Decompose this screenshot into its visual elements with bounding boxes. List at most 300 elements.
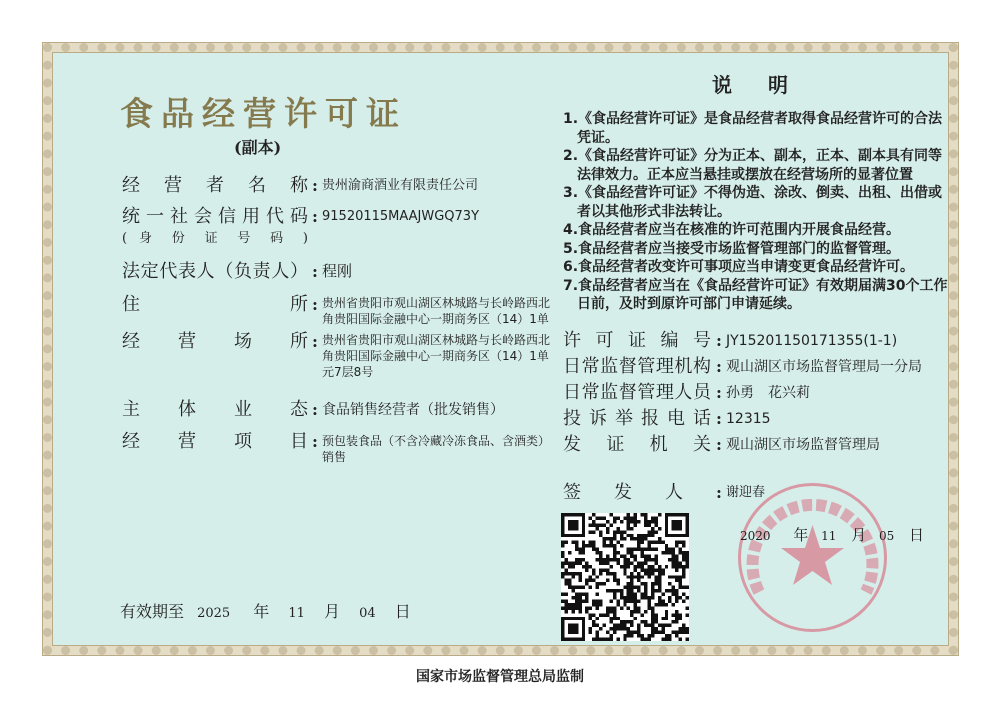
qr-module xyxy=(606,579,609,582)
qr-module xyxy=(686,551,689,554)
qr-module xyxy=(641,548,644,551)
qr-module xyxy=(616,551,619,554)
qr-module xyxy=(654,568,657,571)
qr-module xyxy=(637,599,640,602)
qr-module xyxy=(613,631,616,634)
field-sublabel-id-number: ( 身 份 证 号 码 ) xyxy=(122,231,308,246)
qr-module xyxy=(668,575,671,578)
qr-module xyxy=(606,527,609,530)
field-label-license-number: 许 可 证 编 号 xyxy=(563,330,711,351)
qr-module xyxy=(682,565,685,568)
qr-module xyxy=(613,613,616,616)
qr-module xyxy=(596,617,599,620)
qr-module xyxy=(654,530,657,533)
qr-module xyxy=(623,558,626,561)
qr-module xyxy=(679,586,682,589)
qr-module xyxy=(686,631,689,634)
qr-module xyxy=(658,624,661,627)
qr-module xyxy=(651,565,654,568)
qr-module xyxy=(609,565,612,568)
qr-module xyxy=(606,568,609,571)
qr-module xyxy=(675,568,678,571)
qr-module xyxy=(609,523,612,526)
qr-module xyxy=(634,565,637,568)
qr-module xyxy=(606,572,609,575)
qr-module xyxy=(599,516,602,519)
qr-module xyxy=(637,606,640,609)
note-item: 5.食品经营者应当接受市场监督管理部门的监督管理。 xyxy=(563,240,901,257)
qr-module xyxy=(654,523,657,526)
qr-module xyxy=(620,555,623,558)
qr-module xyxy=(630,593,633,596)
qr-module xyxy=(658,527,661,530)
colon: : xyxy=(312,432,318,451)
qr-module xyxy=(606,610,609,613)
qr-module xyxy=(620,520,623,523)
qr-module xyxy=(675,541,678,544)
qr-module xyxy=(596,527,599,530)
qr-module xyxy=(651,516,654,519)
qr-module xyxy=(637,561,640,564)
qr-module xyxy=(623,634,626,637)
qr-module xyxy=(623,620,626,623)
validity-day: 04 xyxy=(359,606,376,621)
qr-module xyxy=(658,575,661,578)
qr-module xyxy=(571,565,574,568)
qr-module xyxy=(613,516,616,519)
qr-module xyxy=(575,572,578,575)
qr-module xyxy=(623,586,626,589)
qr-module xyxy=(644,582,647,585)
qr-module xyxy=(599,555,602,558)
qr-module xyxy=(564,599,567,602)
field-value-issuer: 谢迎春 xyxy=(726,485,766,500)
qr-module xyxy=(578,561,581,564)
official-seal xyxy=(735,480,890,635)
qr-module xyxy=(654,579,657,582)
qr-module xyxy=(575,596,578,599)
field-value-issuing-authority: 观山湖区市场监督管理局 xyxy=(726,437,880,453)
qr-module xyxy=(641,513,644,516)
qr-module xyxy=(651,617,654,620)
qr-module xyxy=(596,638,599,641)
qr-module xyxy=(665,638,668,641)
qr-module xyxy=(661,638,664,641)
qr-module xyxy=(637,631,640,634)
qr-module xyxy=(575,561,578,564)
qr-module xyxy=(654,589,657,592)
qr-module xyxy=(603,516,606,519)
qr-module xyxy=(627,551,630,554)
qr-module xyxy=(634,555,637,558)
day-unit: 日 xyxy=(909,526,925,544)
qr-module xyxy=(644,548,647,551)
qr-module xyxy=(651,586,654,589)
qr-module xyxy=(665,617,668,620)
qr-module xyxy=(603,541,606,544)
qr-module xyxy=(637,572,640,575)
qr-module xyxy=(651,541,654,544)
qr-module xyxy=(599,638,602,641)
qr-module xyxy=(589,613,592,616)
qr-module xyxy=(637,586,640,589)
qr-module xyxy=(686,555,689,558)
qr-module xyxy=(647,603,650,606)
qr-module xyxy=(564,558,567,561)
qr-module xyxy=(592,638,595,641)
qr-module xyxy=(630,599,633,602)
qr-module xyxy=(596,624,599,627)
qr-module xyxy=(654,631,657,634)
qr-module xyxy=(592,548,595,551)
field-label-residence: 住 所 xyxy=(122,294,308,315)
qr-module xyxy=(596,593,599,596)
qr-module xyxy=(582,558,585,561)
qr-module xyxy=(654,613,657,616)
field-value-operator-name: 贵州渝商酒业有限责任公司 xyxy=(322,178,479,193)
qr-module xyxy=(582,541,585,544)
day-unit: 日 xyxy=(394,602,411,621)
qr-module xyxy=(596,606,599,609)
qr-module xyxy=(675,561,678,564)
field-value-legal-rep: 程刚 xyxy=(322,262,353,280)
qr-module xyxy=(609,558,612,561)
qr-module xyxy=(616,558,619,561)
qr-module xyxy=(654,555,657,558)
qr-module xyxy=(634,558,637,561)
qr-module xyxy=(616,638,619,641)
qr-module xyxy=(641,638,644,641)
qr-module xyxy=(585,582,588,585)
qr-module xyxy=(654,620,657,623)
qr-module xyxy=(620,606,623,609)
qr-module xyxy=(585,599,588,602)
qr-module xyxy=(644,561,647,564)
qr-finder xyxy=(568,624,578,634)
document-title: 食品经营许可证 xyxy=(120,94,407,133)
qr-module xyxy=(682,624,685,627)
validity-year: 2025 xyxy=(197,606,231,621)
qr-module xyxy=(668,548,671,551)
qr-module xyxy=(651,582,654,585)
colon: : xyxy=(312,207,318,226)
qr-module xyxy=(651,627,654,630)
note-item: 7.食品经营者应当在《食品经营许可证》有效期届满30个工作日前，及时到原许可部门申请延续。 xyxy=(563,277,948,312)
qr-module xyxy=(647,638,650,641)
qr-module xyxy=(599,561,602,564)
qr-module xyxy=(630,631,633,634)
qr-module xyxy=(603,561,606,564)
qr-module xyxy=(644,534,647,537)
qr-module xyxy=(627,627,630,630)
qr-module xyxy=(654,617,657,620)
qr-module xyxy=(637,610,640,613)
qr-module xyxy=(658,568,661,571)
qr-module xyxy=(623,561,626,564)
qr-module xyxy=(672,586,675,589)
qr-module xyxy=(647,624,650,627)
qr-module xyxy=(603,558,606,561)
validity-line xyxy=(120,602,411,624)
qr-module xyxy=(623,599,626,602)
qr-module xyxy=(589,627,592,630)
qr-module xyxy=(613,520,616,523)
qr-module xyxy=(634,520,637,523)
qr-module xyxy=(627,558,630,561)
qr-module xyxy=(599,599,602,602)
qr-module xyxy=(641,634,644,637)
qr-module xyxy=(630,589,633,592)
qr-module xyxy=(589,516,592,519)
qr-module xyxy=(582,551,585,554)
qr-module xyxy=(627,599,630,602)
qr-module xyxy=(606,520,609,523)
qr-module xyxy=(623,638,626,641)
qr-module xyxy=(658,582,661,585)
qr-module xyxy=(564,561,567,564)
qr-module xyxy=(651,613,654,616)
qr-module xyxy=(616,599,619,602)
qr-module xyxy=(606,631,609,634)
qr-module xyxy=(627,520,630,523)
qr-module xyxy=(627,631,630,634)
qr-module xyxy=(634,575,637,578)
qr-module xyxy=(596,586,599,589)
qr-module xyxy=(623,568,626,571)
qr-module xyxy=(575,593,578,596)
qr-module xyxy=(589,541,592,544)
qr-module xyxy=(609,572,612,575)
qr-module xyxy=(654,558,657,561)
qr-module xyxy=(606,589,609,592)
qr-module xyxy=(620,620,623,623)
qr-module xyxy=(620,593,623,596)
qr-module xyxy=(665,610,668,613)
qr-module xyxy=(623,624,626,627)
qr-module xyxy=(578,596,581,599)
qr-module xyxy=(561,555,564,558)
qr-module xyxy=(630,548,633,551)
qr-module xyxy=(661,568,664,571)
qr-module xyxy=(679,565,682,568)
qr-code xyxy=(560,513,690,641)
qr-module xyxy=(634,599,637,602)
qr-module xyxy=(637,634,640,637)
qr-module xyxy=(596,548,599,551)
qr-module xyxy=(613,572,616,575)
qr-module xyxy=(679,561,682,564)
qr-module xyxy=(682,551,685,554)
qr-module xyxy=(564,603,567,606)
qr-module xyxy=(661,603,664,606)
qr-module xyxy=(672,561,675,564)
qr-module xyxy=(623,596,626,599)
qr-module xyxy=(582,593,585,596)
qr-module xyxy=(609,599,612,602)
qr-module xyxy=(561,544,564,547)
qr-module xyxy=(616,627,619,630)
qr-module xyxy=(630,610,633,613)
qr-module xyxy=(682,575,685,578)
footer-issuer: 国家市场监督管理总局监制 xyxy=(416,669,584,685)
qr-module xyxy=(637,627,640,630)
qr-module xyxy=(603,613,606,616)
qr-module xyxy=(634,568,637,571)
qr-module xyxy=(647,530,650,533)
qr-module xyxy=(578,593,581,596)
colon: : xyxy=(716,409,722,428)
qr-module xyxy=(654,548,657,551)
qr-module xyxy=(644,568,647,571)
qr-module xyxy=(679,541,682,544)
qr-module xyxy=(585,565,588,568)
qr-module xyxy=(641,593,644,596)
qr-module xyxy=(592,572,595,575)
qr-module xyxy=(589,586,592,589)
qr-module xyxy=(613,624,616,627)
field-label-supervisors: 日常监督管理人员 xyxy=(563,382,711,403)
qr-module xyxy=(647,534,650,537)
qr-module xyxy=(630,527,633,530)
qr-module xyxy=(634,603,637,606)
qr-module xyxy=(675,631,678,634)
qr-module xyxy=(564,541,567,544)
qr-module xyxy=(582,565,585,568)
field-label-operator-name: 经 营 者 名 称 xyxy=(122,175,308,196)
qr-module xyxy=(571,575,574,578)
qr-module xyxy=(596,523,599,526)
field-value-entity-type: 食品销售经营者（批发销售） xyxy=(322,402,504,418)
qr-module xyxy=(575,548,578,551)
qr-module xyxy=(623,565,626,568)
qr-module xyxy=(651,589,654,592)
qr-module xyxy=(679,551,682,554)
qr-module xyxy=(686,606,689,609)
qr-module xyxy=(609,610,612,613)
note-item: 2.《食品经营许可证》分为正本、副本，正本、副本具有同等法律效力。正本应当悬挂或摆放在经营场所的显著位置 xyxy=(563,148,943,183)
qr-module xyxy=(634,606,637,609)
qr-module xyxy=(651,572,654,575)
qr-module xyxy=(613,530,616,533)
qr-module xyxy=(627,523,630,526)
qr-module xyxy=(568,579,571,582)
qr-module xyxy=(644,593,647,596)
qr-module xyxy=(589,575,592,578)
qr-module xyxy=(620,530,623,533)
qr-module xyxy=(561,565,564,568)
qr-module xyxy=(599,534,602,537)
qr-module xyxy=(672,620,675,623)
qr-module xyxy=(641,565,644,568)
qr-module xyxy=(609,537,612,540)
document-subtitle: (副本) xyxy=(234,138,282,157)
qr-module xyxy=(585,568,588,571)
field-value-residence: 贵州省贵阳市观山湖区林城路与长岭路西北角贵阳国际金融中心一期商务区（14）1单 xyxy=(322,296,551,326)
qr-module xyxy=(609,544,612,547)
qr-module xyxy=(613,575,616,578)
qr-module xyxy=(651,624,654,627)
qr-module xyxy=(641,551,644,554)
issue-date xyxy=(740,525,924,546)
qr-module xyxy=(627,565,630,568)
qr-module xyxy=(675,596,678,599)
qr-module xyxy=(682,593,685,596)
qr-module xyxy=(654,541,657,544)
qr-module xyxy=(627,620,630,623)
qr-module xyxy=(571,561,574,564)
qr-module xyxy=(592,579,595,582)
qr-module xyxy=(682,568,685,571)
qr-module xyxy=(661,551,664,554)
qr-module xyxy=(571,589,574,592)
qr-module xyxy=(679,579,682,582)
qr-module xyxy=(616,530,619,533)
qr-module xyxy=(568,603,571,606)
qr-module xyxy=(686,561,689,564)
qr-module xyxy=(592,603,595,606)
qr-module xyxy=(672,603,675,606)
qr-module xyxy=(630,537,633,540)
qr-module xyxy=(623,555,626,558)
qr-module xyxy=(658,596,661,599)
qr-module xyxy=(668,638,671,641)
qr-module xyxy=(668,596,671,599)
qr-module xyxy=(613,627,616,630)
qr-module xyxy=(675,558,678,561)
qr-module xyxy=(644,537,647,540)
qr-module xyxy=(634,586,637,589)
qr-module xyxy=(668,551,671,554)
qr-module xyxy=(651,631,654,634)
qr-module xyxy=(578,586,581,589)
qr-module xyxy=(675,599,678,602)
qr-module xyxy=(634,548,637,551)
qr-module xyxy=(672,613,675,616)
note-item: 4.食品经营者应当在核准的许可范围内开展食品经营。 xyxy=(563,222,901,238)
qr-module xyxy=(592,613,595,616)
qr-module xyxy=(654,582,657,585)
qr-module xyxy=(679,582,682,585)
field-label-legal-rep: 法定代表人（负责人） xyxy=(122,261,308,282)
qr-module xyxy=(585,606,588,609)
field-value-complaint-phone: 12315 xyxy=(726,411,771,427)
qr-module xyxy=(644,520,647,523)
qr-module xyxy=(582,548,585,551)
qr-module xyxy=(616,582,619,585)
qr-module xyxy=(630,579,633,582)
qr-module xyxy=(630,555,633,558)
qr-module xyxy=(568,606,571,609)
qr-module xyxy=(599,603,602,606)
qr-module xyxy=(620,589,623,592)
qr-module xyxy=(589,617,592,620)
qr-module xyxy=(644,516,647,519)
qr-module xyxy=(658,631,661,634)
month-unit: 月 xyxy=(324,602,341,621)
qr-module xyxy=(616,579,619,582)
qr-module xyxy=(647,523,650,526)
qr-module xyxy=(665,544,668,547)
colon: : xyxy=(716,483,722,502)
qr-module xyxy=(658,599,661,602)
qr-module xyxy=(672,555,675,558)
qr-module xyxy=(675,575,678,578)
qr-module xyxy=(609,513,612,516)
qr-module xyxy=(613,537,616,540)
qr-module xyxy=(575,544,578,547)
qr-module xyxy=(654,603,657,606)
qr-module xyxy=(592,520,595,523)
